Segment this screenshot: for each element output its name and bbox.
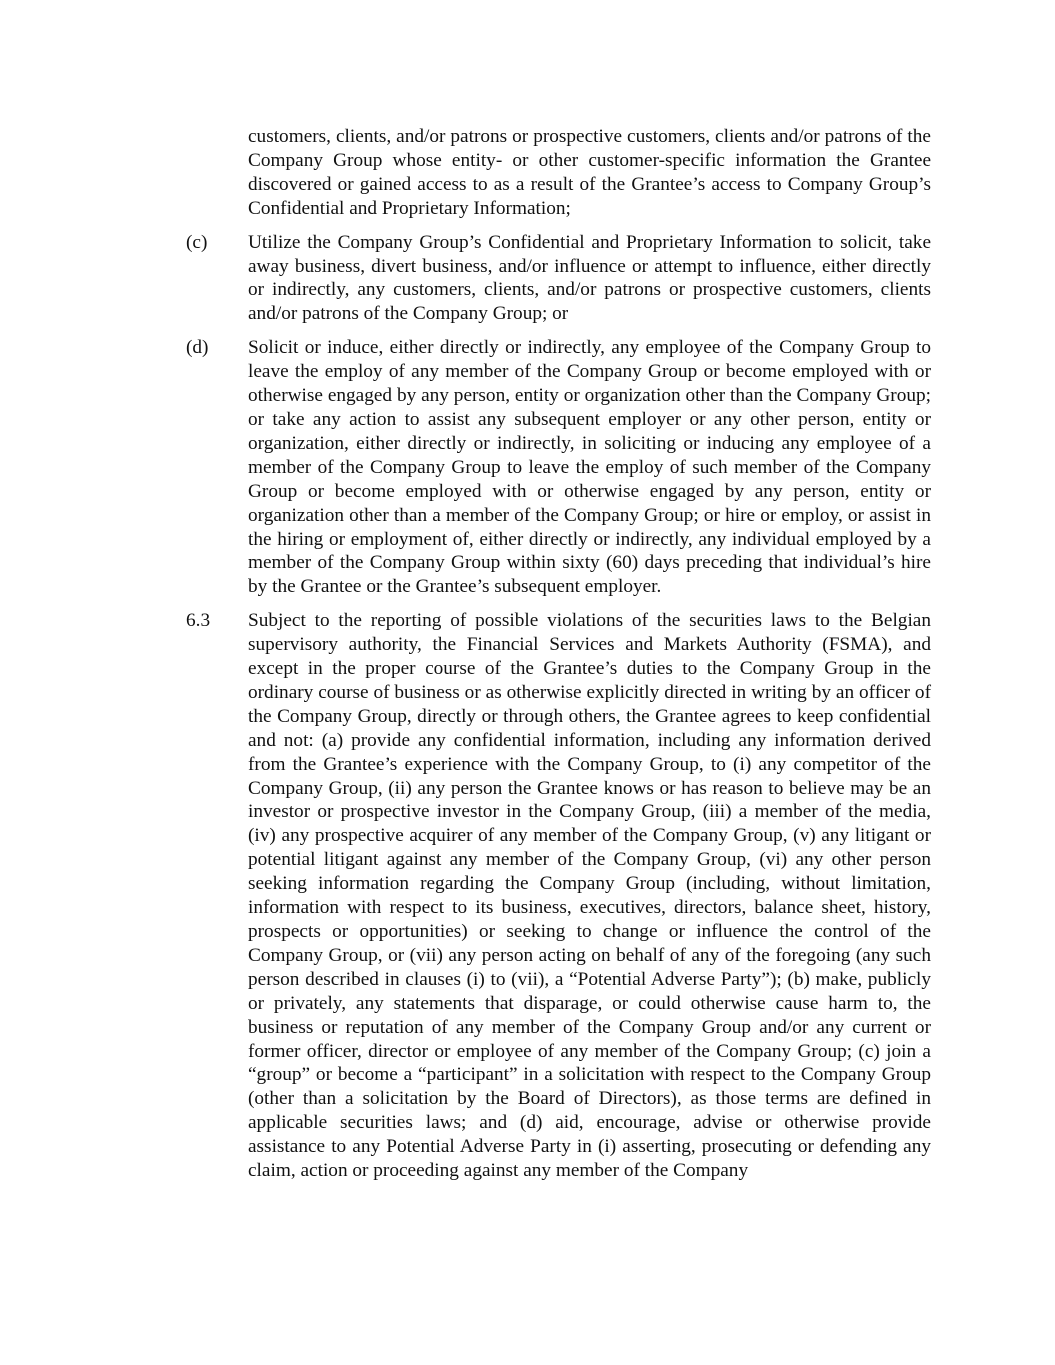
clause-number: (d) (186, 337, 209, 359)
section-number: 6.3 (186, 610, 211, 632)
section-6-3 (186, 609, 931, 1183)
continuation-text: customers, clients, and/or patrons or prospective customers, clients and/or patrons of the Company Group whose entity- or other customer-specific information the Grantee discovered or gained access to as a result of the Grantee’s access to Company Group’s Confidential and Proprietary Information; (248, 126, 931, 219)
clause-text: Utilize the Company Group’s Confidential and Proprietary Information to solicit, take away business, divert business, and/or influence or attempt to influence, either directly or indirectly, any customers, clients, and/or patrons or prospective customers, clients and/or patrons of the Company Group; or (248, 231, 931, 325)
clause-c (186, 231, 931, 327)
section-text: Subject to the reporting of possible violations of the securities laws to the Belgian supervisory authority, the Financial Services and Markets Authority (FSMA), and except in the proper course of the Grantee’s duties to the Company Group in the ordinary course of business or as otherwise explicitly directed in writing by an officer of the Company Group, directly or through others, the Grantee agrees to keep confidential and not: (a) provide any confidential information, including any information derived from the Grantee’s experience with the Company Group, to (i) any competitor of the Company Group, (ii) any person the Grantee knows or has reason to believe may be an investor or prospective investor in the Company Group, (iii) a member of the media, (iv) any prospective acquirer of any member of the Company Group, (v) any litigant or potential litigant against any member of the Company Group, (vi) any other person seeking information regarding the Company Group (including, without limitation, information with respect to its business, executives, directors, balance sheet, history, prospects or opportunities) or seeking to change or influence the control of the Company Group, or (vii) any person acting on behalf of any of the foregoing (any such person described in clauses (i) to (vii), a “Potential Adverse Party”); (b) make, publicly or privately, any statements that disparage, or could otherwise cause harm to, the business or reputation of any member of the Company Group and/or any current or former officer, director or employee of any member of the Company Group; (c) join a “group” or become a “participant” in a solicitation with respect to the Company Group (other than a solicitation by the Board of Directors), as those terms are defined in applicable securities laws; and (d) aid, encourage, advise or otherwise provide assistance to any Potential Adverse Party in (i) asserting, prosecuting or defending any claim, action or proceeding against any member of the Company (248, 610, 931, 1182)
clause-d (186, 336, 931, 599)
document-body (186, 125, 931, 1193)
clause-text: Solicit or induce, either directly or indirectly, any employee of the Company Group to leave the employ of any member of the Company Group or become employed with or otherwise engaged by any person, entity or organization other than the Company Group; or take any action to assist any subsequent employer or any other person, entity or organization, either directly or indirectly, in soliciting or inducing any employee of a member of the Company Group to leave the employ of such member of the Company Group or become employed with or otherwise engaged by any person, entity or organization other than a member of the Company Group; or hire or employ, or assist in the hiring or employment of, either directly or indirectly, any individual employed by a member of the Company Group within sixty (60) days preceding that individual’s hire by the Grantee or the Grantee’s subsequent employer. (248, 337, 931, 598)
continuation-paragraph (248, 125, 931, 221)
clause-number: (c) (186, 231, 208, 253)
